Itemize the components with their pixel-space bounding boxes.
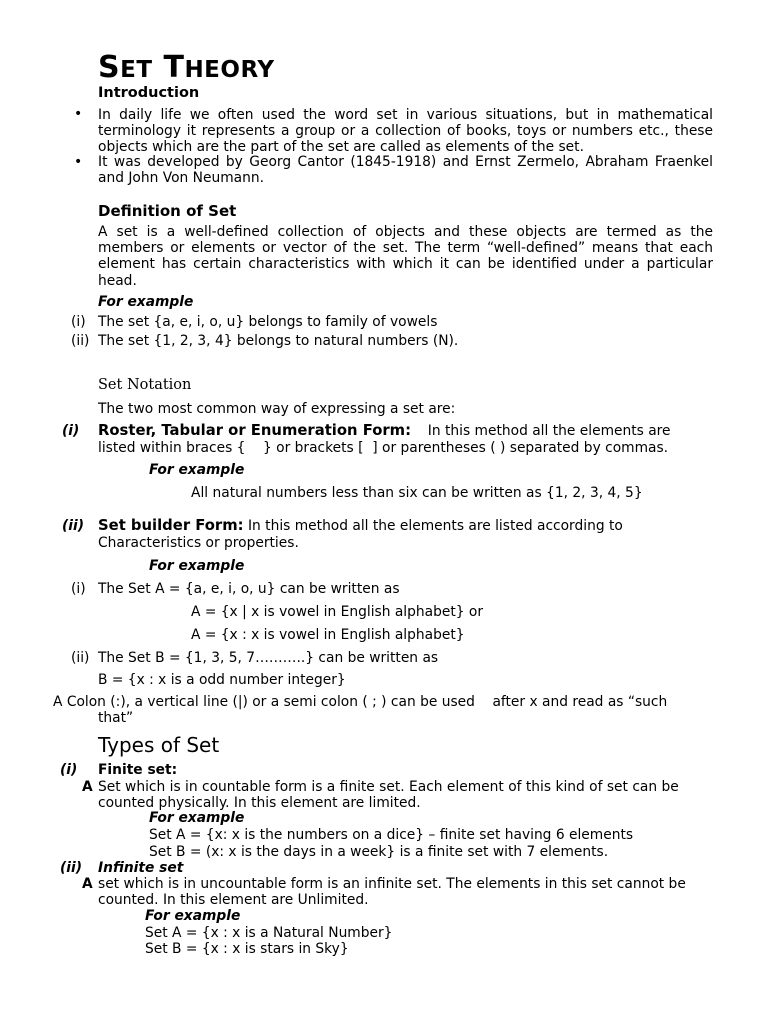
types-heading: Types of Set	[98, 733, 220, 757]
finite-example-2: Set B = (x: x is the days in a week} is a finite set with 7 elements.	[149, 844, 609, 860]
intro-bullet-1: In daily life we often used the word set in various situations, but in mathematical terminology it represents a group or a collection of books, toys or numbers etc., these objects which are the part of the set are called as elements of the set.	[98, 107, 713, 156]
builder-line-2: Characteristics or properties.	[98, 535, 299, 551]
builder-name: Set builder Form:	[98, 517, 244, 534]
title-part: S	[98, 50, 121, 85]
builder-example-1b: A = {x : x is vowel in English alphabet}	[191, 627, 465, 643]
definition-heading: Definition of Set	[98, 202, 237, 220]
example-number: (i)	[71, 314, 86, 330]
roster-line-2: listed within braces { } or brackets [ ] or parentheses ( ) separated by commas.	[98, 440, 669, 456]
title-part: HEORY	[184, 57, 275, 83]
intro-bullet-2: It was developed by Georg Cantor (1845-1918) and Ernst Zermelo, Abraham Fraenkel and John Von Neumann.	[98, 154, 713, 187]
roster-desc: In this method all the elements are	[427, 423, 671, 439]
infinite-name: Infinite set	[98, 860, 184, 876]
title-part: ET	[120, 57, 153, 83]
finite-example-1: Set A = {x: x is the numbers on a dice} – finite set having 6 elements	[149, 827, 634, 843]
roster-number: (i)	[62, 423, 80, 439]
builder-example-1a: A = {x | x is vowel in English alphabet} or	[191, 604, 484, 620]
example-number: (i)	[71, 581, 86, 597]
infinite-example-2: Set B = {x : x is stars in Sky}	[145, 941, 349, 957]
roster-line-1	[98, 422, 671, 439]
title-part: T	[163, 50, 185, 85]
definition-text: A set is a well-defined collection of objects and these objects are termed as the members or elements or vector of the set. The term “well-defined” means that each element has certain characteristics with which it can be identified under a particular head.	[98, 224, 713, 289]
for-example-label: For example	[98, 294, 194, 310]
notation-intro: The two most common way of expressing a set are:	[98, 401, 456, 417]
infinite-number: (ii)	[60, 860, 83, 876]
roster-name: Roster, Tabular or Enumeration Form:	[98, 422, 412, 439]
colon-note-line-1: A Colon (:), a vertical line (|) or a semi colon ( ; ) can be used after x and read as “such	[53, 694, 668, 710]
infinite-line-1: set which is in uncountable form is an infinite set. The elements in this set cannot be	[98, 876, 686, 892]
builder-example-2: The Set B = {1, 3, 5, 7………..} can be written as	[98, 650, 439, 666]
for-example-label: For example	[145, 908, 241, 924]
builder-desc: In this method all the elements are listed according to	[247, 518, 623, 534]
finite-line-1: Set which is in countable form is a finite set. Each element of this kind of set can be	[98, 779, 679, 795]
finite-line-2: counted physically. In this element are limited.	[98, 795, 421, 811]
finite-number: (i)	[60, 762, 78, 778]
for-example-label: For example	[149, 810, 245, 826]
builder-number: (ii)	[62, 518, 85, 534]
builder-line-1	[98, 517, 623, 534]
infinite-example-1: Set A = {x : x is a Natural Number}	[145, 925, 393, 941]
infinite-line-2: counted. In this element are Unlimited.	[98, 892, 369, 908]
for-example-label: For example	[149, 462, 245, 478]
example-number: (ii)	[71, 650, 90, 666]
colon-note-line-2: that”	[98, 710, 134, 726]
finite-name: Finite set:	[98, 762, 178, 778]
example-number: (ii)	[71, 333, 90, 349]
example-text: The set {a, e, i, o, u} belongs to family of vowels	[98, 314, 438, 330]
finite-lead: A	[82, 779, 93, 795]
bullet-icon: •	[74, 106, 83, 122]
page-title	[98, 50, 275, 85]
introduction-heading: Introduction	[98, 85, 200, 101]
infinite-lead: A	[82, 876, 93, 892]
for-example-label: For example	[149, 558, 245, 574]
bullet-icon: •	[74, 154, 83, 170]
notation-heading: Set Notation	[98, 377, 192, 393]
example-text: The set {1, 2, 3, 4} belongs to natural numbers (N).	[98, 333, 459, 349]
builder-example-2a: B = {x : x is a odd number integer}	[98, 672, 346, 688]
builder-example-1: The Set A = {a, e, i, o, u} can be written as	[98, 581, 400, 597]
roster-example: All natural numbers less than six can be written as {1, 2, 3, 4, 5}	[191, 485, 643, 501]
